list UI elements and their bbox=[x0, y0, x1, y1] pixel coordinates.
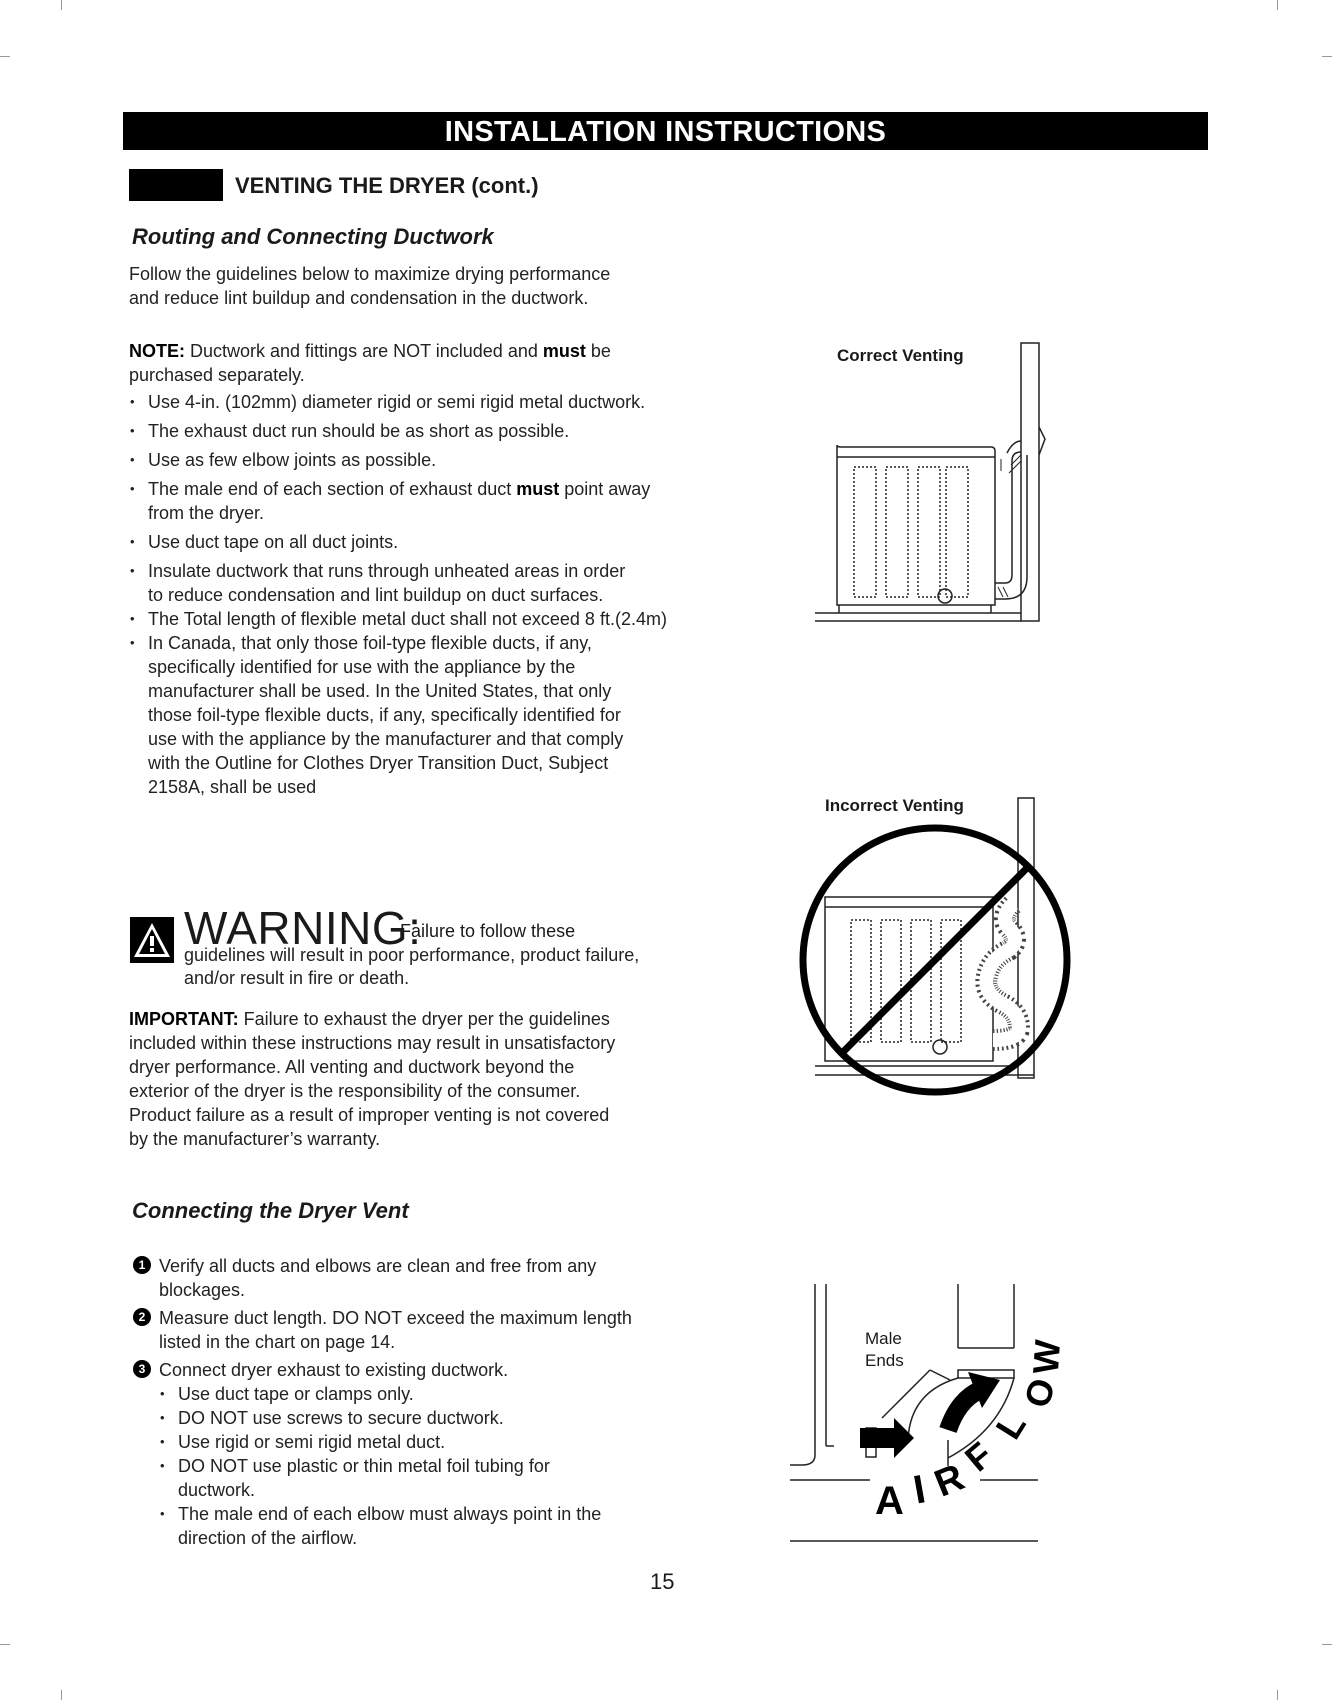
list-item bbox=[129, 448, 669, 472]
step-number-badge: 3 bbox=[133, 1360, 151, 1378]
crop-mark bbox=[0, 1644, 10, 1645]
crop-mark bbox=[61, 1690, 62, 1700]
note-label: NOTE: bbox=[129, 341, 185, 361]
step-item bbox=[133, 1254, 673, 1302]
connection-steps bbox=[133, 1254, 673, 1554]
list-item-text: The male end of each section of exhaust duct bbox=[148, 479, 517, 499]
airflow-letter-l: L bbox=[987, 1405, 1034, 1446]
crop-mark bbox=[1322, 56, 1332, 57]
list-item-text: Use 4-in. (102mm) diameter rigid or semi rigid metal ductwork. bbox=[148, 392, 646, 412]
warning-title: WARNING: bbox=[184, 902, 422, 954]
crop-mark bbox=[61, 0, 62, 10]
step-number-badge: 2 bbox=[133, 1308, 151, 1326]
airflow-letter-i: I bbox=[910, 1467, 929, 1513]
male-ends-label-line-1: Male bbox=[865, 1329, 902, 1348]
step-sub-list bbox=[159, 1382, 673, 1550]
list-item bbox=[159, 1502, 673, 1550]
crop-mark bbox=[1277, 1690, 1278, 1700]
step-text: Connect dryer exhaust to existing ductwork. bbox=[159, 1360, 509, 1380]
note-text-end: be purchased separately. bbox=[129, 341, 611, 385]
section-marker bbox=[129, 169, 223, 201]
incorrect-venting-diagram bbox=[795, 790, 1075, 1120]
routing-heading: Routing and Connecting Ductwork bbox=[132, 224, 494, 249]
list-item-text: Use duct tape on all duct joints. bbox=[148, 532, 399, 552]
list-item-text: In Canada, that only those foil-type flexible ducts, if any, specifically identified for use with the appliance by the manufacturer shall be used. In the United States, that only those foil-type flexible ducts, if any, specifically identified for use with the appliance by the manufacturer and that comply with the Outline for Clothes Dryer Transition Duct, Subject 2158A, shall be used bbox=[148, 633, 624, 797]
list-item bbox=[129, 607, 669, 631]
must-emphasis: must bbox=[516, 479, 560, 499]
list-item bbox=[159, 1382, 673, 1406]
male-ends-label-line-2: Ends bbox=[865, 1351, 904, 1370]
list-item bbox=[129, 477, 669, 525]
crop-mark bbox=[0, 56, 10, 57]
airflow-letter-o: O bbox=[1015, 1373, 1064, 1413]
list-item-text: The Total length of flexible metal duct shall not exceed 8 ft.(2.4m) bbox=[148, 609, 667, 629]
page-number: 15 bbox=[650, 1569, 675, 1594]
list-item-text: DO NOT use screws to secure ductwork. bbox=[178, 1408, 504, 1428]
airflow-letter-w: W bbox=[1024, 1338, 1069, 1376]
list-item-text: The exhaust duct run should be as short as possible. bbox=[148, 421, 570, 441]
list-item-text: The male end of each elbow must always point in the direction of the airflow. bbox=[178, 1504, 602, 1548]
incorrect-venting-label: Incorrect Venting bbox=[825, 796, 964, 815]
connecting-heading: Connecting the Dryer Vent bbox=[132, 1198, 409, 1223]
list-item-text: Use duct tape or clamps only. bbox=[178, 1384, 414, 1404]
list-item bbox=[159, 1454, 608, 1502]
step-text: Verify all ducts and elbows are clean and free from any blockages. bbox=[159, 1256, 597, 1300]
guideline-list bbox=[129, 390, 669, 804]
list-item-text: Insulate ductwork that runs through unheated areas in order to reduce condensation and lint buildup on duct surfaces. bbox=[148, 561, 626, 605]
airflow-letter-f: F bbox=[957, 1433, 1001, 1480]
airflow-letter-r: R bbox=[928, 1456, 971, 1506]
list-item-text: Use as few elbow joints as possible. bbox=[148, 450, 437, 470]
list-item bbox=[129, 390, 669, 414]
note-must: must bbox=[542, 341, 586, 361]
note-paragraph bbox=[129, 339, 669, 387]
list-item-text: point away from the dryer. bbox=[148, 479, 651, 523]
page-banner: INSTALLATION INSTRUCTIONS bbox=[123, 112, 1208, 150]
list-item-text: Use rigid or semi rigid metal duct. bbox=[178, 1432, 446, 1452]
list-item bbox=[129, 559, 628, 607]
note-text: Ductwork and fittings are NOT included and bbox=[185, 341, 543, 361]
warning-icon bbox=[130, 917, 174, 963]
list-item bbox=[129, 419, 669, 443]
step-item bbox=[133, 1358, 673, 1550]
correct-venting-label: Correct Venting bbox=[837, 346, 964, 365]
list-item bbox=[129, 530, 669, 554]
crop-mark bbox=[1277, 0, 1278, 10]
list-item bbox=[159, 1406, 673, 1430]
important-text: Failure to exhaust the dryer per the guidelines included within these instructions may result in unsatisfactory dryer performance. All venting and ductwork beyond the exterior of the dryer is the responsibility of the consumer. Product failure as a result of improper venting is not covered by the manufacturer’s warranty. bbox=[129, 1009, 616, 1149]
male-ends-label bbox=[865, 1328, 904, 1372]
routing-intro: Follow the guidelines below to maximize drying performance and reduce lint buildup and condensation in the ductwork. bbox=[129, 264, 611, 308]
correct-venting-diagram bbox=[815, 335, 1055, 630]
section-title: VENTING THE DRYER (cont.) bbox=[235, 173, 539, 198]
airflow-letter-a: A bbox=[875, 1479, 904, 1523]
list-item-text: DO NOT use plastic or thin metal foil tubing for ductwork. bbox=[178, 1456, 550, 1500]
list-item bbox=[129, 631, 653, 799]
crop-mark bbox=[1322, 1644, 1332, 1645]
step-text: Measure duct length. DO NOT exceed the maximum length listed in the chart on page 14. bbox=[159, 1308, 632, 1352]
warning-text-start: Failure to follow these bbox=[400, 921, 576, 941]
step-item bbox=[133, 1306, 659, 1354]
step-number-badge: 1 bbox=[133, 1256, 151, 1274]
important-label: IMPORTANT: bbox=[129, 1009, 239, 1029]
list-item bbox=[159, 1430, 673, 1454]
important-paragraph bbox=[129, 1007, 629, 1151]
warning-text: guidelines will result in poor performance, product failure, and/or result in fire or death. bbox=[184, 945, 640, 988]
